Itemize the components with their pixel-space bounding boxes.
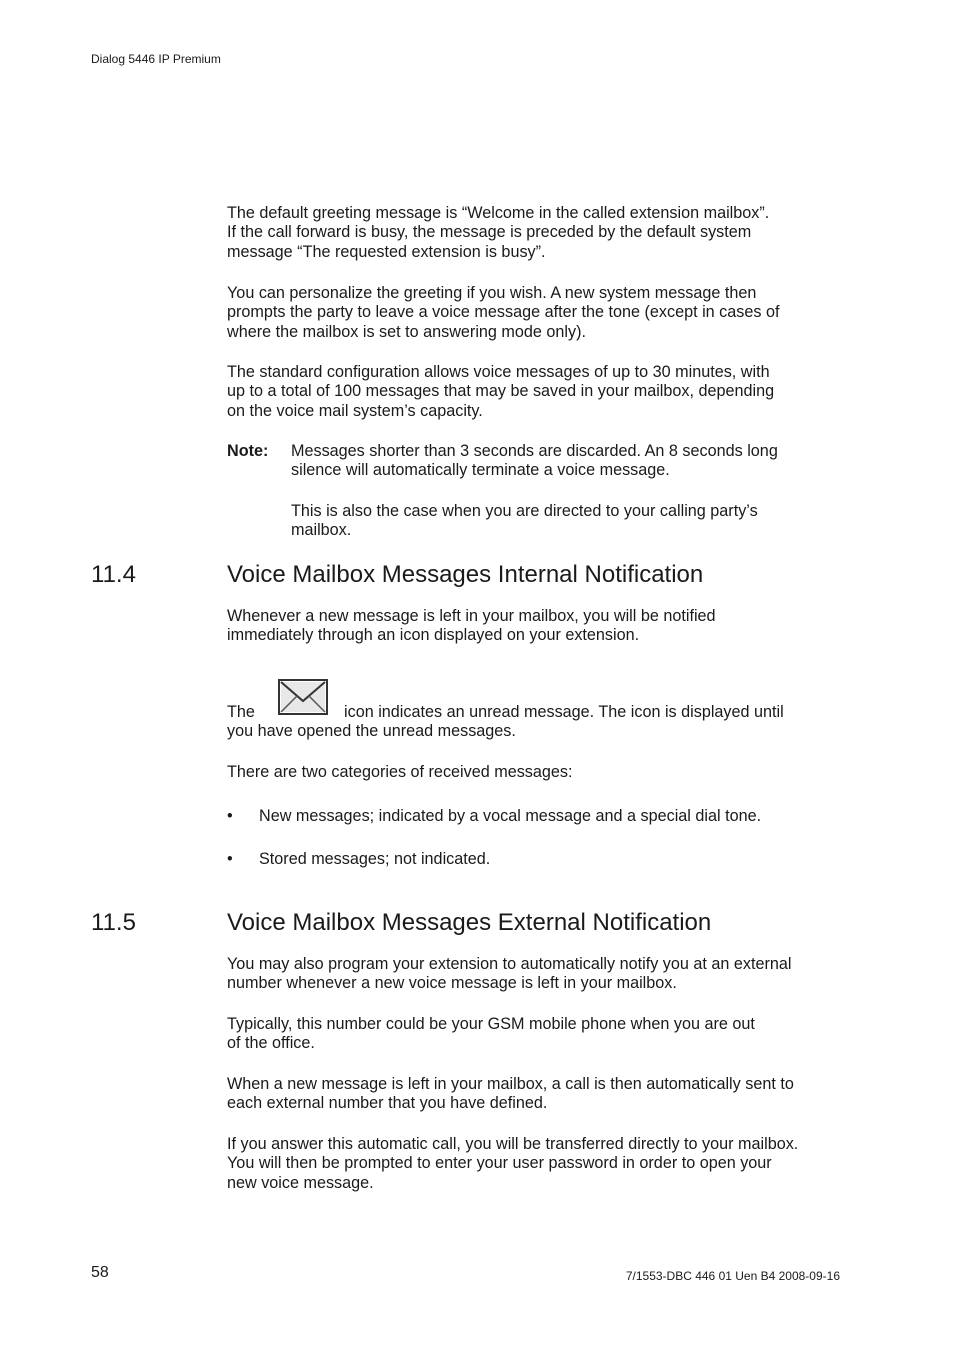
text-line: up to a total of 100 messages that may be saved in your mailbox, depending — [227, 382, 775, 401]
icon-sentence-suffix: icon indicates an unread message. The icon is displayed until — [344, 703, 784, 721]
text-line: When a new message is left in your mailbox, a call is then automatically sent to — [227, 1075, 794, 1093]
text-line: where the mailbox is set to answering mode only). — [227, 322, 586, 341]
bullet-marker: • — [227, 807, 233, 825]
paragraph-default-greeting — [227, 204, 852, 262]
paragraph-external-notification — [227, 955, 852, 994]
bullet-item-new-messages: New messages; indicated by a vocal message and a special dial tone. — [259, 807, 762, 825]
paragraph-internal-notification-intro — [227, 607, 852, 646]
text-line: Typically, this number could be your GSM mobile phone when you are out — [227, 1015, 755, 1033]
note-label: Note: — [227, 442, 269, 460]
running-header: Dialog 5446 IP Premium — [91, 52, 221, 66]
text-line: Messages shorter than 3 seconds are discarded. An 8 seconds long — [291, 442, 778, 460]
text-line: This is also the case when you are directed to your calling party’s — [291, 502, 758, 520]
text-line: If you answer this automatic call, you will be transferred directly to your mailbox. — [227, 1135, 799, 1153]
envelope-icon — [278, 679, 328, 715]
section-number: 11.5 — [91, 909, 136, 936]
paragraph-call-sent — [227, 1075, 852, 1114]
note-paragraph-2 — [291, 502, 851, 541]
section-number: 11.4 — [91, 561, 136, 588]
text-line: silence will automatically terminate a voice message. — [291, 461, 670, 480]
text-line: new voice message. — [227, 1173, 374, 1192]
text-line: message “The requested extension is busy”. — [227, 242, 546, 261]
text-line: The default greeting message is “Welcome in the called extension mailbox”. — [227, 204, 770, 222]
categories-intro: There are two categories of received messages: — [227, 763, 573, 781]
bullet-marker: • — [227, 850, 233, 868]
icon-sentence-prefix: The — [227, 703, 255, 721]
text-line: mailbox. — [291, 521, 352, 540]
text-line: number whenever a new voice message is left in your mailbox. — [227, 974, 677, 993]
text-line: prompts the party to leave a voice message after the tone (except in cases of — [227, 303, 780, 322]
paragraph-standard-configuration — [227, 363, 852, 421]
text-line: The standard configuration allows voice messages of up to 30 minutes, with — [227, 363, 770, 381]
text-line: You can personalize the greeting if you wish. A new system message then — [227, 284, 757, 302]
paragraph-answer-call — [227, 1135, 852, 1193]
text-line: each external number that you have defined. — [227, 1094, 548, 1113]
text-line: on the voice mail system’s capacity. — [227, 401, 483, 420]
icon-sentence-line-2: you have opened the unread messages. — [227, 722, 516, 740]
text-line: If the call forward is busy, the message is preceded by the default system — [227, 223, 752, 242]
text-line: immediately through an icon displayed on your extension. — [227, 626, 640, 645]
section-title: Voice Mailbox Messages Internal Notification — [227, 561, 704, 588]
text-line: You may also program your extension to automatically notify you at an external — [227, 955, 792, 973]
note-paragraph-1 — [291, 442, 851, 481]
text-line: You will then be prompted to enter your user password in order to open your — [227, 1154, 772, 1173]
page-number: 58 — [91, 1264, 109, 1281]
bullet-item-stored-messages: Stored messages; not indicated. — [259, 850, 491, 868]
text-line: of the office. — [227, 1034, 315, 1053]
document-reference: 7/1553-DBC 446 01 Uen B4 2008-09-16 — [625, 1269, 840, 1283]
text-line: Whenever a new message is left in your mailbox, you will be notified — [227, 607, 716, 625]
paragraph-personalize-greeting — [227, 284, 852, 342]
paragraph-gsm-number — [227, 1015, 852, 1054]
section-title: Voice Mailbox Messages External Notification — [227, 909, 712, 936]
